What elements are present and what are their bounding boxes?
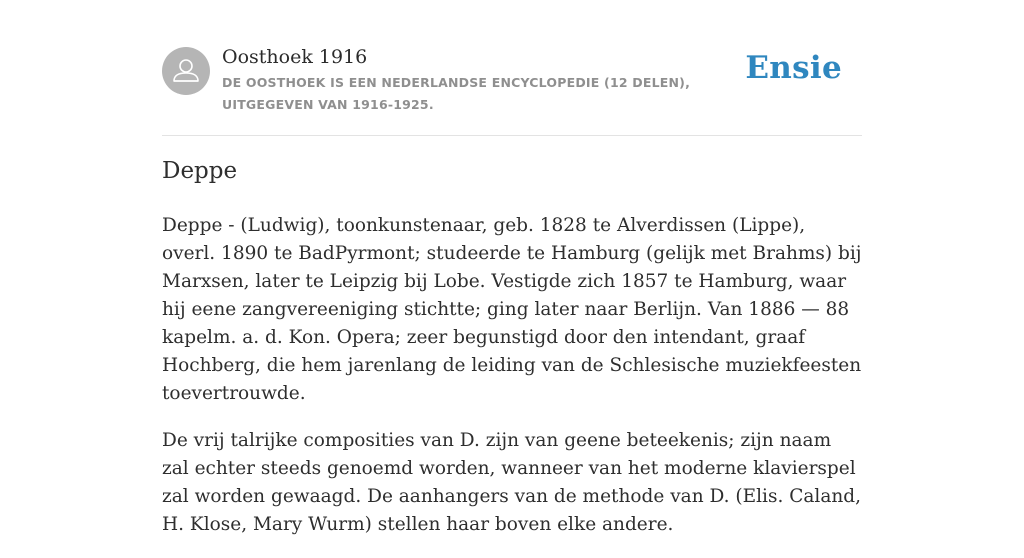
source-description: DE OOSTHOEK IS EEN NEDERLANDSE ENCYCLOPEDIE (12 DELEN), UITGEGEVEN VAN 1916-1925. (222, 75, 691, 112)
entry-paragraph: Deppe - (Ludwig), toonkunstenaar, geb. 1828 te Alverdissen (Lippe), overl. 1890 te BadPyrmont; studeerde te Hamburg (gelijk met Brahms) bij Marxsen, later te Leipzig bij Lobe. Vestigde zich 1857 te Hamburg, waar hij eene zangvereeniging stichtte; ging later naar Berlijn. Van 1886 — 88 kapelm. a. d. Kon. Opera; zeer begunstigd door den intendant, graaf Hochberg, die hem jarenlang de leiding van de Schlesische muziekfeesten toevertrouwde. (162, 215, 862, 404)
entry-title: Deppe (162, 158, 238, 184)
user-icon (162, 47, 210, 95)
content-container (162, 0, 862, 535)
entry-body (162, 212, 862, 558)
source-title[interactable]: Oosthoek 1916 (222, 46, 368, 68)
entry-paragraph: De vrij talrijke composities van D. zijn van geene beteekenis; zijn naam zal echter steeds genoemd worden, wanneer van het moderne klavierspel zal worden gewaagd. De aanhangers van de methode van D. (Elis. Caland, H. Klose, Mary Wurm) stellen haar boven elke andere. (162, 430, 861, 535)
source-avatar[interactable] (162, 47, 210, 95)
ensie-logo[interactable]: Ensie (745, 50, 842, 86)
source-header (162, 0, 862, 136)
